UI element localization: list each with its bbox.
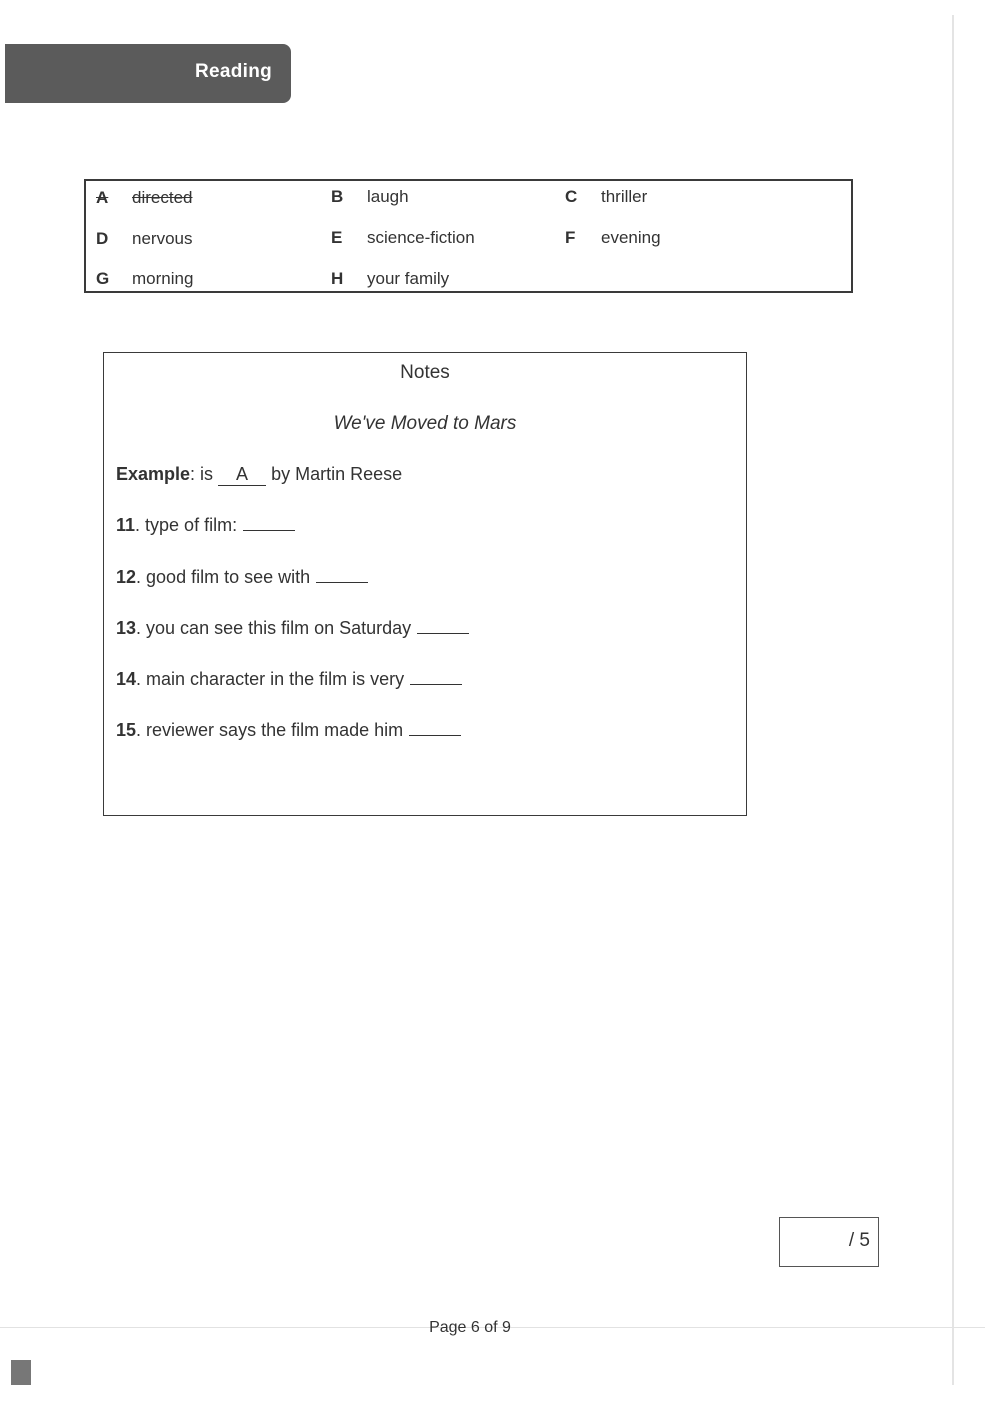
answer-blank[interactable] [316, 568, 368, 583]
option-letter: G [96, 269, 110, 288]
question-text: . good film to see with [136, 567, 311, 587]
section-tab [5, 44, 291, 103]
option-letter: B [331, 187, 344, 206]
notes-title: Notes [400, 362, 450, 383]
option-letter: E [331, 228, 343, 247]
option-letter: C [565, 187, 578, 206]
question-15 [116, 720, 461, 741]
option-letter: F [565, 228, 576, 247]
page-edge-shadow [952, 15, 954, 1385]
question-text: . you can see this film on Saturday [136, 618, 412, 638]
question-number: 13 [116, 618, 137, 638]
example-line [116, 464, 402, 486]
scan-corner-mark [11, 1360, 31, 1385]
question-14 [116, 669, 462, 690]
question-number: 11 [116, 515, 136, 535]
option-word: directed [132, 188, 193, 207]
answer-blank[interactable] [243, 516, 295, 531]
question-text: . type of film: [135, 515, 238, 535]
option-word: thriller [601, 187, 648, 206]
question-text: . main character in the film is very [136, 669, 405, 689]
answer-blank[interactable] [409, 721, 461, 736]
question-number: 14 [116, 669, 137, 689]
answer-blank[interactable] [417, 619, 469, 634]
notes-box [103, 352, 747, 816]
option-word: science-fiction [367, 228, 475, 247]
question-13 [116, 618, 469, 639]
question-12 [116, 567, 368, 588]
option-word: laugh [367, 187, 409, 206]
section-label: Reading [195, 61, 273, 82]
score-text: / 5 [848, 1230, 870, 1251]
score-box [779, 1217, 879, 1267]
option-word: your family [367, 269, 450, 288]
notes-film-title: We've Moved to Mars [333, 413, 517, 434]
answer-blank[interactable] [410, 670, 462, 685]
option-word: evening [601, 228, 661, 247]
question-text: . reviewer says the film made him [136, 720, 404, 740]
example-label: Example [116, 464, 191, 484]
option-letter: A [96, 188, 109, 207]
option-letter: H [331, 269, 344, 288]
question-number: 15 [116, 720, 137, 740]
word-options-box [84, 179, 853, 293]
page-number: Page 6 of 9 [429, 1319, 511, 1336]
example-after: by Martin Reese [266, 464, 403, 484]
option-word: nervous [132, 229, 193, 248]
option-word: morning [132, 269, 194, 288]
example-answer: A [218, 464, 266, 486]
question-number: 12 [116, 567, 137, 587]
example-before: : is [190, 464, 219, 484]
option-letter: D [96, 229, 109, 248]
question-11 [116, 515, 295, 536]
